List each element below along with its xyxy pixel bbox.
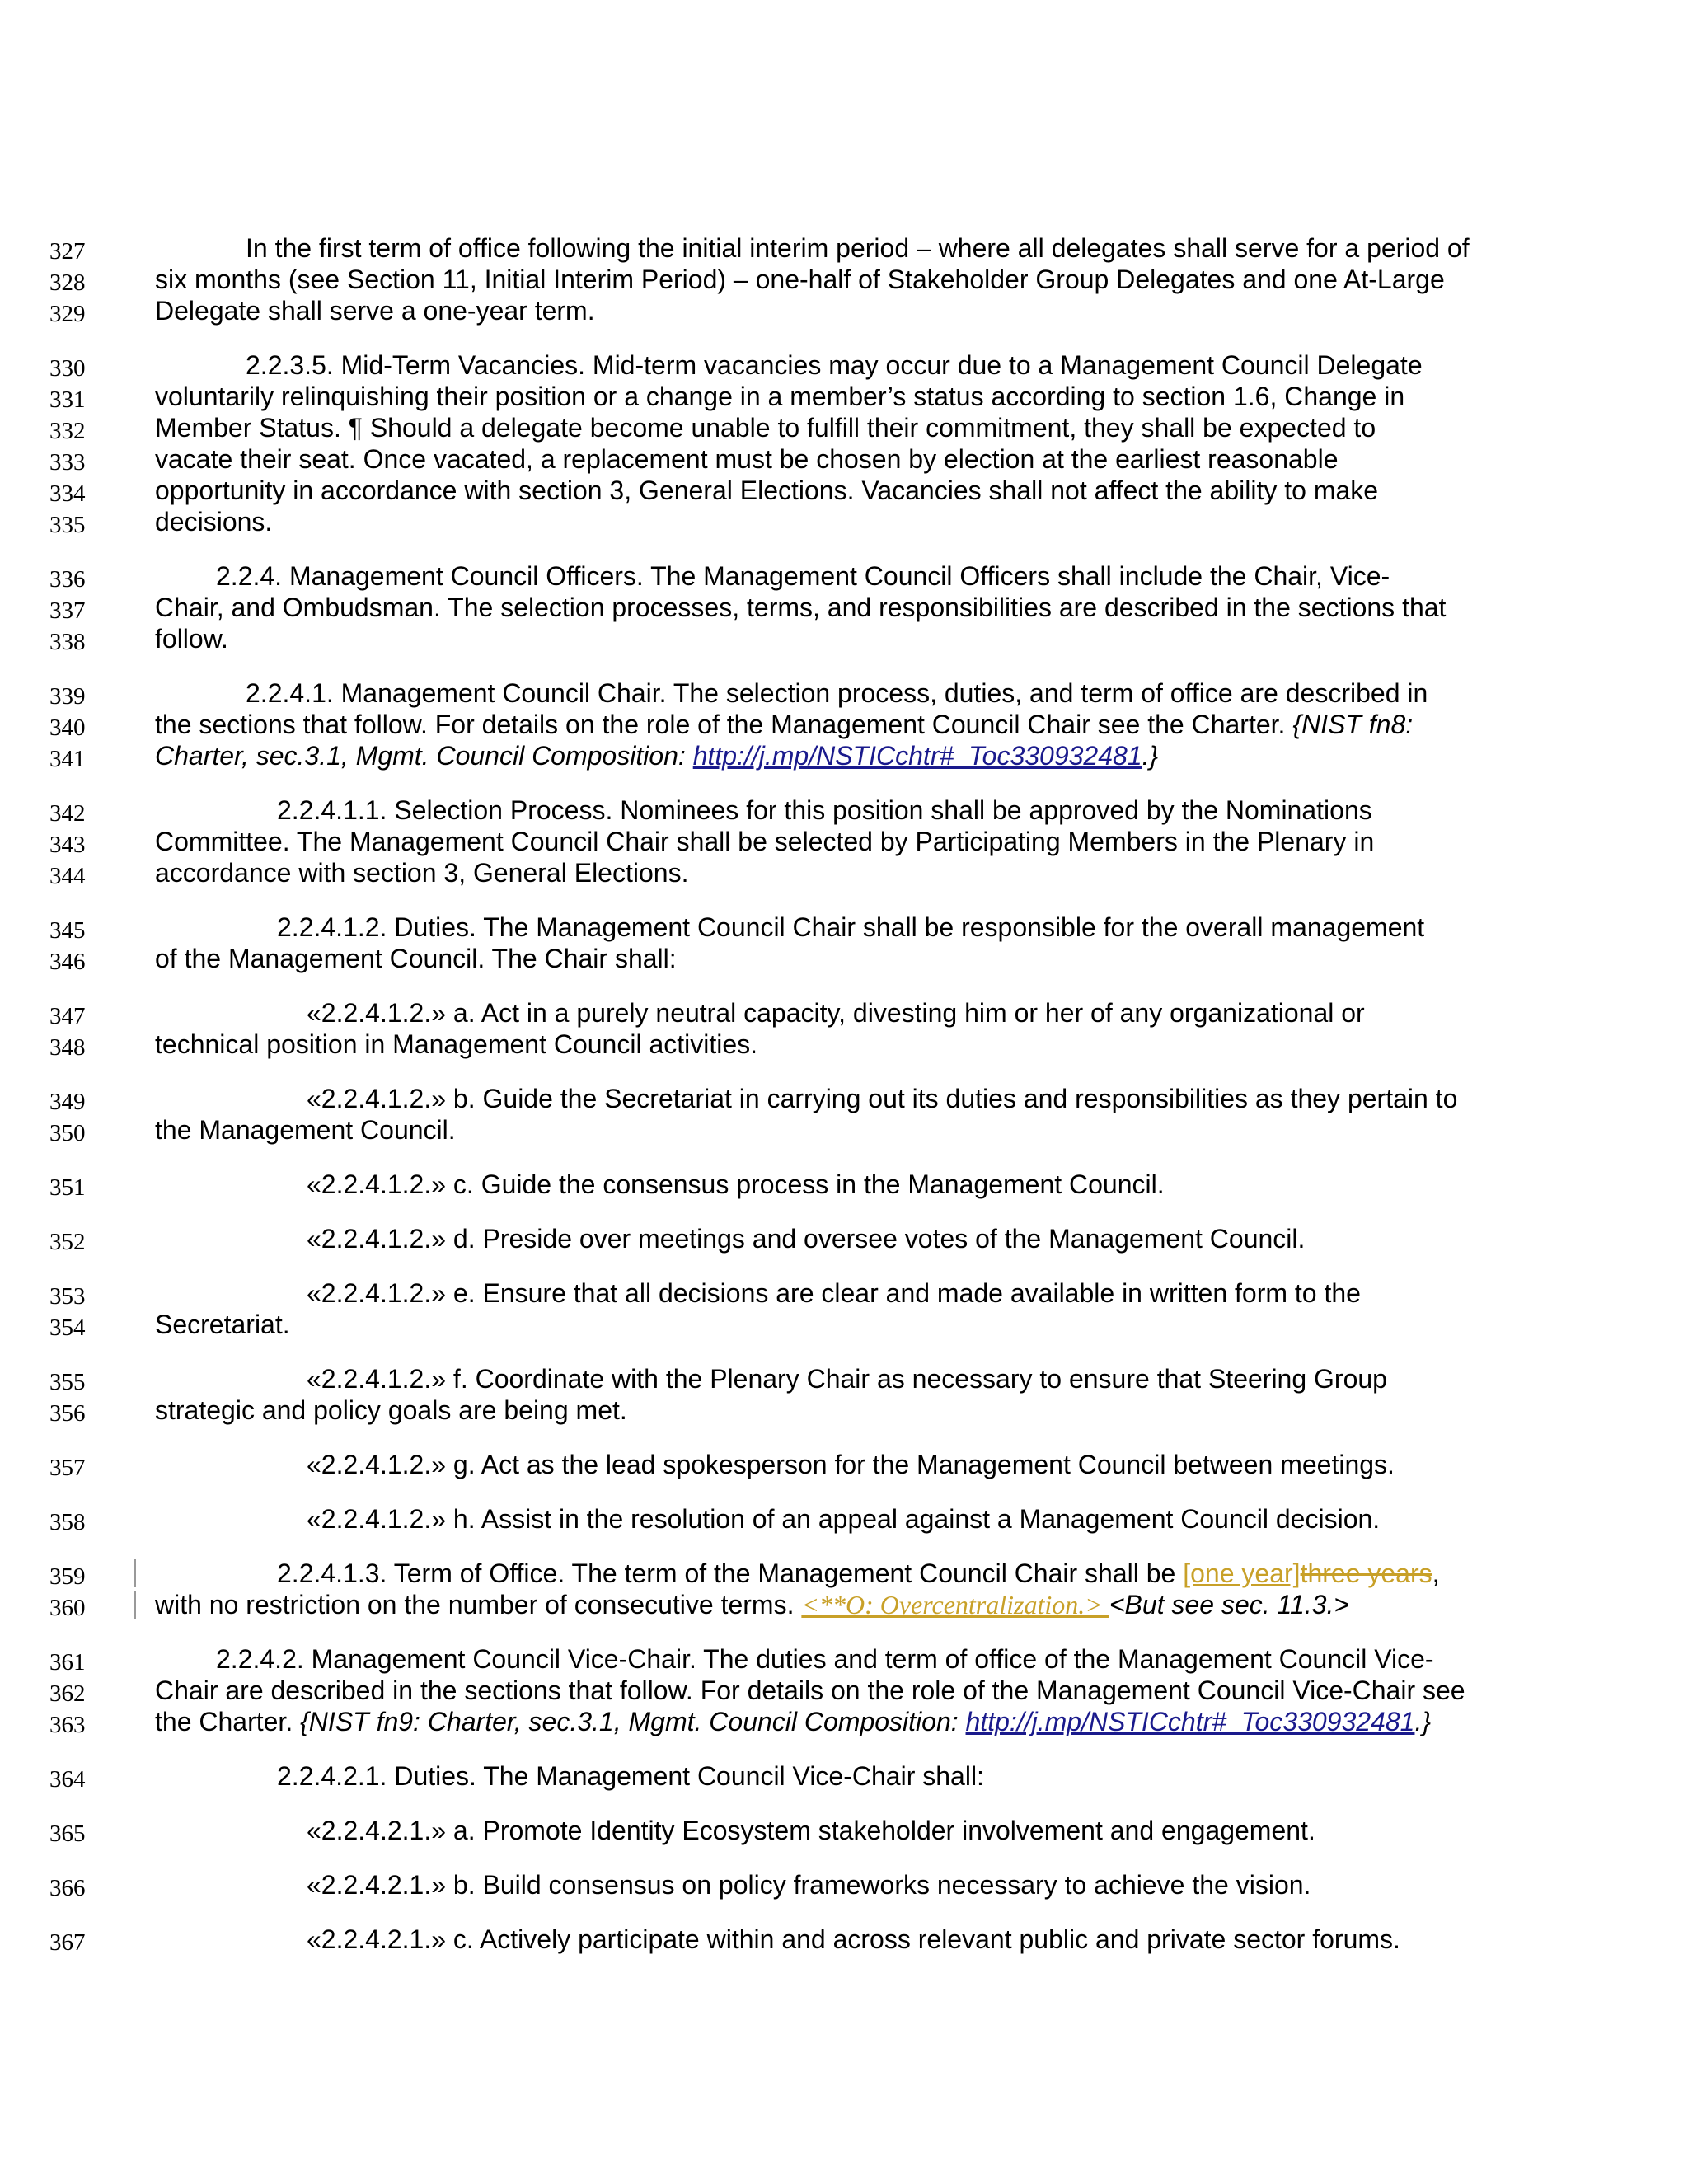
line-367 (0, 1924, 1688, 1955)
line-text-main: 2.2.4.1.3. Term of Office. The term of the Management Council Chair shall be (277, 1558, 1184, 1588)
line-number: 353 (49, 1283, 86, 1310)
line-number: 354 (49, 1315, 86, 1341)
line-number: 333 (49, 449, 86, 476)
paragraph-term-of-office (0, 1558, 1688, 1620)
line-336 (0, 560, 1688, 592)
line-number: 351 (49, 1174, 86, 1201)
line-331 (0, 381, 1688, 412)
line-text: 2.2.4.2.1. Duties. The Management Council Vice-Chair shall: (277, 1761, 984, 1791)
footnote-close: .} (1142, 741, 1159, 771)
line-353 (0, 1277, 1688, 1309)
line-text-main: the Charter. (155, 1707, 301, 1736)
line-338 (0, 623, 1688, 654)
line-text: 2.2.4.1. Management Council Chair. The selection process, duties, and term of office are described in (246, 678, 1428, 708)
vice-list-item-c (0, 1924, 1688, 1955)
line-348 (0, 1029, 1688, 1060)
line-339 (0, 677, 1688, 709)
line-342 (0, 794, 1688, 826)
charter-link[interactable]: http://j.mp/NSTICchtr#_Toc330932481 (692, 741, 1142, 771)
line-327 (0, 232, 1688, 264)
line-number: 329 (49, 301, 86, 327)
footnote-close: .} (1414, 1707, 1432, 1736)
list-item-e (0, 1277, 1688, 1340)
line-357 (0, 1449, 1688, 1480)
line-number: 365 (49, 1821, 86, 1847)
footnote-text: Charter, sec.3.1, Mgmt. Council Composition: (155, 741, 693, 771)
line-text: Chair are described in the sections that follow. For details on the role of the Management Council Vice-Chair see (155, 1675, 1465, 1705)
line-340 (0, 709, 1688, 740)
line-text: Chair, and Ombudsman. The selection processes, terms, and responsibilities are described in the sections that (155, 593, 1447, 622)
line-text: «2.2.4.1.2.» g. Act as the lead spokesperson for the Management Council between meetings. (307, 1450, 1395, 1479)
line-number: 343 (49, 832, 86, 858)
line-text: of the Management Council. The Chair shall: (155, 944, 677, 973)
line-355 (0, 1363, 1688, 1394)
line-text-end: , (1432, 1558, 1440, 1588)
line-text (155, 709, 1533, 740)
line-text: follow. (155, 624, 228, 654)
list-item-g (0, 1449, 1688, 1480)
line-364 (0, 1760, 1688, 1792)
list-item-b (0, 1083, 1688, 1146)
line-number: 336 (49, 566, 86, 593)
line-text: Delegate shall serve a one-year term. (155, 296, 595, 326)
line-352 (0, 1223, 1688, 1254)
line-number: 334 (49, 480, 86, 507)
line-346 (0, 943, 1688, 974)
line-text: voluntarily relinquishing their position or a change in a member’s status according to section 1.6, Change in (155, 382, 1405, 411)
line-number: 342 (49, 800, 86, 827)
line-text: strategic and policy goals are being met. (155, 1395, 627, 1425)
line-number: 348 (49, 1034, 86, 1061)
line-text: «2.2.4.2.1.» c. Actively participate within and across relevant public and private sector forums. (307, 1924, 1400, 1954)
line-number: 345 (49, 917, 86, 944)
line-number: 362 (49, 1680, 86, 1707)
line-text: 2.2.3.5. Mid-Term Vacancies. Mid-term vacancies may occur due to a Management Council Delegate (246, 350, 1423, 380)
line-text: 2.2.4.1.1. Selection Process. Nominees for this position shall be approved by the Nominations (277, 795, 1372, 825)
line-335 (0, 506, 1688, 537)
line-number: 366 (49, 1875, 86, 1901)
line-number: 332 (49, 418, 86, 444)
line-number: 357 (49, 1455, 86, 1481)
line-356 (0, 1394, 1688, 1426)
line-number: 339 (49, 683, 86, 710)
line-number: 350 (49, 1120, 86, 1146)
line-362 (0, 1675, 1688, 1706)
line-text (155, 1706, 1533, 1737)
line-354 (0, 1309, 1688, 1340)
change-bar (134, 1559, 136, 1587)
list-item-d (0, 1223, 1688, 1254)
line-text: «2.2.4.1.2.» f. Coordinate with the Plenary Chair as necessary to ensure that Steering Group (307, 1364, 1387, 1394)
line-text-main: with no restriction on the number of consecutive terms. (155, 1590, 802, 1619)
line-366 (0, 1869, 1688, 1900)
line-333 (0, 443, 1688, 475)
line-text: «2.2.4.2.1.» b. Build consensus on policy frameworks necessary to achieve the vision. (307, 1870, 1311, 1900)
vice-list-item-a (0, 1815, 1688, 1846)
line-text (155, 740, 1533, 771)
line-text: opportunity in accordance with section 3, General Elections. Vacancies shall not affect the ability to make (155, 476, 1379, 505)
paragraph-council-chair (0, 677, 1688, 771)
line-text-main: the sections that follow. For details on the role of the Management Council Chair see the Charter. (155, 710, 1293, 739)
line-329 (0, 295, 1688, 326)
line-330 (0, 349, 1688, 381)
line-349 (0, 1083, 1688, 1114)
revision-comment: <**O: Overcentralization.> (801, 1590, 1109, 1619)
line-text: Member Status. ¶ Should a delegate become unable to fulfill their commitment, they shall be expected to (155, 413, 1376, 443)
line-363 (0, 1706, 1688, 1737)
line-345 (0, 912, 1688, 943)
line-350 (0, 1114, 1688, 1146)
list-item-f (0, 1363, 1688, 1426)
line-number: 328 (49, 269, 86, 296)
line-359 (0, 1558, 1688, 1589)
line-number: 344 (49, 863, 86, 889)
line-text: «2.2.4.2.1.» a. Promote Identity Ecosystem stakeholder involvement and engagement. (307, 1816, 1315, 1845)
line-341 (0, 740, 1688, 771)
paragraph-chair-duties (0, 912, 1688, 974)
line-number: 330 (49, 355, 86, 382)
line-text: Secretariat. (155, 1310, 290, 1339)
inserted-text: [one year] (1183, 1558, 1301, 1588)
paragraph-vice-chair (0, 1643, 1688, 1737)
line-number: 338 (49, 629, 86, 655)
footnote-reference: {NIST fn8: (1292, 710, 1414, 739)
line-text: «2.2.4.1.2.» b. Guide the Secretariat in carrying out its duties and responsibilities as they pertain to (307, 1084, 1458, 1113)
line-text: «2.2.4.1.2.» h. Assist in the resolution of an appeal against a Management Council decision. (307, 1504, 1381, 1534)
line-text: technical position in Management Council activities. (155, 1029, 758, 1059)
line-text (155, 1558, 1655, 1589)
editor-note: <But see sec. 11.3.> (1109, 1590, 1350, 1619)
charter-link[interactable]: http://j.mp/NSTICchtr#_Toc330932481 (965, 1707, 1415, 1736)
line-number: 352 (49, 1229, 86, 1255)
line-347 (0, 997, 1688, 1029)
line-361 (0, 1643, 1688, 1675)
line-number: 340 (49, 715, 86, 741)
line-number: 347 (49, 1003, 86, 1029)
line-number: 364 (49, 1766, 86, 1793)
line-number: 327 (49, 238, 86, 265)
line-number: 360 (49, 1595, 86, 1621)
line-344 (0, 857, 1688, 888)
line-text: vacate their seat. Once vacated, a replacement must be chosen by election at the earliest reasonable (155, 444, 1339, 474)
line-number: 337 (49, 598, 86, 624)
line-text (155, 1589, 1533, 1620)
paragraph-vice-chair-duties (0, 1760, 1688, 1792)
paragraph-mid-term-vacancies (0, 349, 1688, 537)
line-337 (0, 592, 1688, 623)
line-text: «2.2.4.1.2.» a. Act in a purely neutral capacity, divesting him or her of any organizational or (307, 998, 1365, 1028)
change-bar (134, 1591, 136, 1619)
line-number: 355 (49, 1369, 86, 1395)
list-item-c (0, 1169, 1688, 1200)
line-text: the Management Council. (155, 1115, 456, 1145)
line-number: 356 (49, 1400, 86, 1427)
vice-list-item-b (0, 1869, 1688, 1900)
line-number: 341 (49, 746, 86, 772)
line-number: 359 (49, 1563, 86, 1590)
line-text: In the first term of office following the initial interim period – where all delegates shall serve for a period of (246, 233, 1470, 263)
line-343 (0, 826, 1688, 857)
line-number: 358 (49, 1509, 86, 1535)
list-item-h (0, 1503, 1688, 1535)
deleted-text: three years (1300, 1558, 1432, 1588)
line-text: «2.2.4.1.2.» d. Preside over meetings and oversee votes of the Management Council. (307, 1224, 1306, 1254)
line-number: 331 (49, 387, 86, 413)
list-item-a (0, 997, 1688, 1060)
line-text: «2.2.4.1.2.» e. Ensure that all decisions are clear and made available in written form to the (307, 1278, 1361, 1308)
line-360 (0, 1589, 1688, 1620)
line-number: 361 (49, 1649, 86, 1675)
line-text: 2.2.4.2. Management Council Vice-Chair. The duties and term of office of the Management Council Vice- (216, 1644, 1434, 1674)
line-332 (0, 412, 1688, 443)
line-text: decisions. (155, 507, 273, 537)
line-text: 2.2.4.1.2. Duties. The Management Council Chair shall be responsible for the overall management (277, 912, 1425, 942)
line-text: 2.2.4. Management Council Officers. The Management Council Officers shall include the Chair, Vice- (216, 561, 1390, 591)
line-365 (0, 1815, 1688, 1846)
line-number: 335 (49, 512, 86, 538)
line-328 (0, 264, 1688, 295)
footnote-text: {NIST fn9: Charter, sec.3.1, Mgmt. Council Composition: (300, 1707, 966, 1736)
line-351 (0, 1169, 1688, 1200)
line-number: 363 (49, 1712, 86, 1738)
line-text: «2.2.4.1.2.» c. Guide the consensus process in the Management Council. (307, 1169, 1165, 1199)
paragraph-council-officers (0, 560, 1688, 654)
line-358 (0, 1503, 1688, 1535)
line-number: 349 (49, 1089, 86, 1115)
paragraph-initial-term (0, 232, 1688, 326)
line-text: six months (see Section 11, Initial Interim Period) – one-half of Stakeholder Group Delegates and one At-Large (155, 265, 1445, 294)
line-334 (0, 475, 1688, 506)
line-text: Committee. The Management Council Chair shall be selected by Participating Members in the Plenary in (155, 827, 1375, 856)
line-number: 346 (49, 949, 86, 975)
line-text: accordance with section 3, General Elections. (155, 858, 689, 888)
paragraph-selection-process (0, 794, 1688, 888)
line-number: 367 (49, 1929, 86, 1956)
